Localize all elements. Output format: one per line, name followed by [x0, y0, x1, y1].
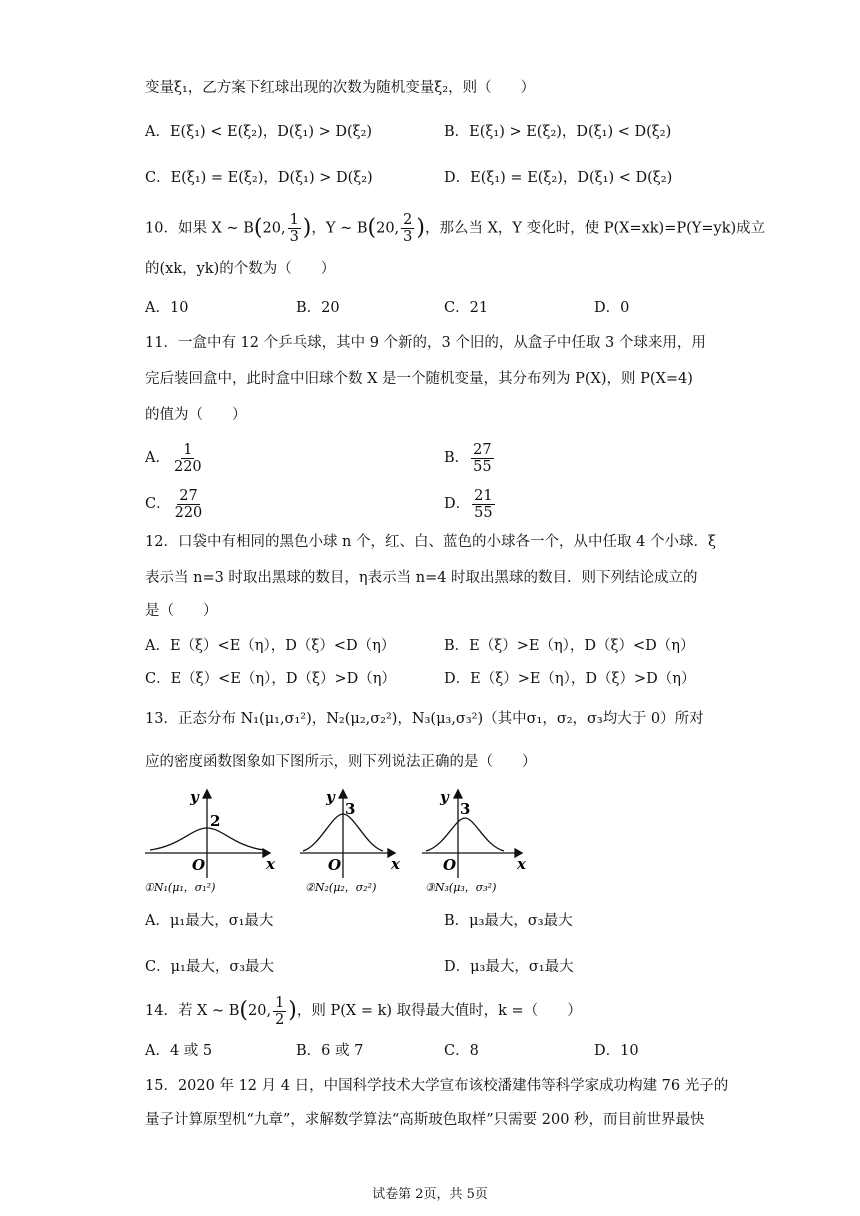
q12-stem-line2: 表示当 n=3 时取出黑球的数目，η表示当 n=4 时取出黑球的数目．则下列结论成立的 — [145, 570, 698, 586]
q10-stem-line2: 的(xk，yk)的个数为（ ） — [145, 261, 336, 277]
graph2-x-label: x — [391, 855, 400, 873]
q13-stem-line2: 应的密度函数图象如下图所示，则下列说法正确的是（ ） — [145, 754, 537, 770]
graph3-x-label: x — [517, 855, 526, 873]
q12-option-a: A．E（ξ）<E（η），D（ξ）<D（η） — [145, 638, 396, 654]
q12-stem-line1: 12．口袋中有相同的黑色小球 n 个，红、白、蓝色的小球各一个，从中任取 4 个小球．ξ — [145, 534, 716, 550]
q14-option-b: B．6 或 7 — [296, 1043, 364, 1059]
q12-option-d: D．E（ξ）>E（η），D（ξ）>D（η） — [444, 671, 696, 687]
q14-option-d: D．10 — [594, 1043, 639, 1059]
q11-option-c: C． $\frac{27}{220}$ — [145, 487, 203, 521]
q14-option-c: C．8 — [444, 1043, 479, 1059]
q10-fraction-2: $\frac{2}{3}$ — [403, 212, 413, 245]
q13-figure — [140, 782, 540, 898]
graph3-origin: O — [443, 856, 457, 874]
q11-stem-line1: 11．一盒中有 12 个乒乓球，其中 9 个新的，3 个旧的，从盒子中任取 3 个球来用，用 — [145, 335, 706, 351]
q9-continuation: 变量ξ₁，乙方案下红球出现的次数为随机变量ξ₂，则（ ） — [145, 80, 536, 96]
q9-option-c: C．E(ξ₁) = E(ξ₂)，D(ξ₁) > D(ξ₂) — [145, 170, 373, 186]
graph1-peak-label: 2 — [210, 812, 221, 830]
q13-option-a: A．μ₁最大，σ₁最大 — [145, 913, 274, 929]
q11-option-a: A． $\frac{1}{220}$ — [145, 441, 202, 475]
graph-n3 — [422, 790, 522, 878]
q14-stem: 14．若 X ~ B(20, $\frac{1}{2}$ )，则 P(X = k) 取得最大值时，k =（ ） — [145, 994, 582, 1028]
graph1-origin: O — [192, 856, 206, 874]
graph2-origin: O — [328, 856, 342, 874]
graph2-y-label: y — [326, 788, 335, 806]
q15-stem-line1: 15．2020 年 12 月 4 日，中国科学技术大学宣布该校潘建伟等科学家成功构建 76 光子的 — [145, 1078, 729, 1094]
graph-n1 — [145, 790, 270, 878]
q9-option-b: B．E(ξ₁) > E(ξ₂)，D(ξ₁) < D(ξ₂) — [444, 124, 672, 140]
q14-fraction: $\frac{1}{2}$ — [275, 994, 285, 1028]
q10-option-b: B．20 — [296, 300, 340, 316]
q10-fraction-1: $\frac{1}{3}$ — [289, 212, 299, 245]
q11-stem-line2: 完后装回盒中，此时盒中旧球个数 X 是一个随机变量，其分布列为 P(X)，则 P(X=4) — [145, 371, 693, 387]
q10-stem: 10．如果 X ~ B(20, $\frac{1}{3}$ )，Y ~ B(20, $\frac{2}{3}$ )，那么当 X，Y 变化时，使 P(X=xk)=P(Y=yk)成立 — [145, 212, 766, 245]
q10-option-a: A．10 — [145, 300, 189, 316]
q13-option-d: D．μ₃最大，σ₁最大 — [444, 959, 574, 975]
q9-option-a: A．E(ξ₁) < E(ξ₂)，D(ξ₁) > D(ξ₂) — [145, 124, 373, 140]
graph3-y-label: y — [440, 788, 449, 806]
graph3-caption: ③N₃(μ₃，σ₃²) — [425, 881, 497, 894]
q12-stem-line3: 是（ ） — [145, 603, 218, 619]
q11-option-d: D． $\frac{21}{55}$ — [444, 487, 493, 521]
q13-stem-line1: 13．正态分布 N₁(μ₁,σ₁²)，N₂(μ₂,σ₂²)，N₃(μ₃,σ₃²)（其中σ₁，σ₂，σ₃均大于 0）所对 — [145, 711, 704, 727]
graph2-peak-label: 3 — [345, 800, 356, 818]
q11-option-b: B． $\frac{27}{55}$ — [444, 441, 492, 475]
q10-option-c: C．21 — [444, 300, 489, 316]
q13-option-b: B．μ₃最大，σ₃最大 — [444, 913, 573, 929]
q13-option-c: C．μ₁最大，σ₃最大 — [145, 959, 275, 975]
q10-option-d: D．0 — [594, 300, 630, 316]
q15-stem-line2: 量子计算原型机“九章”，求解数学算法“高斯玻色取样”只需要 200 秒，而目前世界最快 — [145, 1112, 705, 1128]
q9-option-d: D．E(ξ₁) = E(ξ₂)，D(ξ₁) < D(ξ₂) — [444, 170, 673, 186]
q12-option-b: B．E（ξ）>E（η），D（ξ）<D（η） — [444, 638, 695, 654]
q14-option-a: A．4 或 5 — [145, 1043, 213, 1059]
q12-option-c: C．E（ξ）<E（η），D（ξ）>D（η） — [145, 671, 396, 687]
page-footer: 试卷第 2页，共 5页 — [372, 1187, 488, 1202]
graph1-caption: ①N₁(μ₁，σ₁²) — [144, 881, 216, 894]
graph3-peak-label: 3 — [460, 800, 471, 818]
q11-stem-line3: 的值为（ ） — [145, 407, 247, 423]
graph1-y-label: y — [190, 788, 199, 806]
graph2-caption: ②N₂(μ₂，σ₂²) — [305, 881, 377, 894]
graph1-x-label: x — [266, 855, 275, 873]
